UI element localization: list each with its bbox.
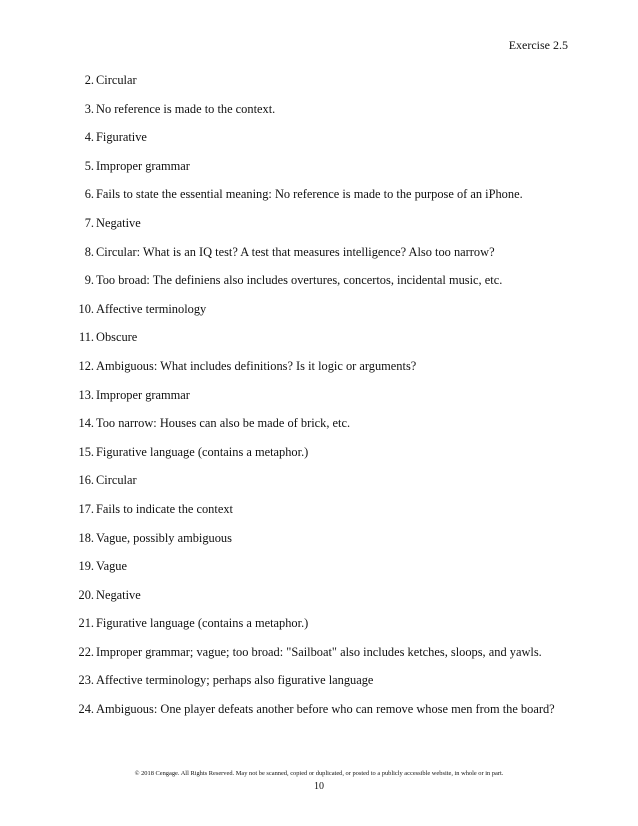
page-header-title: Exercise 2.5 bbox=[508, 38, 568, 52]
answer-number: 12. bbox=[78, 358, 94, 373]
answer-number: 23. bbox=[78, 673, 94, 688]
answer-number: 10. bbox=[78, 301, 94, 316]
answer-item bbox=[76, 673, 576, 702]
answer-number: 22. bbox=[78, 644, 94, 659]
answer-number: 9. bbox=[84, 273, 94, 288]
answer-number: 6. bbox=[84, 187, 94, 202]
answer-number: 2. bbox=[84, 73, 94, 87]
answer-number: 3. bbox=[84, 101, 94, 116]
answer-text: Affective terminology; perhaps also figurative language bbox=[96, 673, 374, 688]
answer-text: Fails to indicate the context bbox=[96, 501, 233, 516]
answer-text: Improper grammar; vague; too broad: "Sailboat" also includes ketches, sloops, and yawls. bbox=[96, 644, 542, 659]
answer-list bbox=[76, 73, 576, 731]
answer-text: Improper grammar bbox=[96, 158, 190, 173]
answer-text: No reference is made to the context. bbox=[96, 101, 276, 116]
answer-item bbox=[76, 102, 576, 131]
answer-item bbox=[76, 273, 576, 302]
answer-item bbox=[76, 645, 576, 674]
answer-number: 15. bbox=[78, 444, 94, 459]
answer-number: 4. bbox=[84, 130, 94, 145]
answer-text: Negative bbox=[96, 587, 141, 602]
answer-text: Figurative language (contains a metaphor.) bbox=[96, 616, 309, 631]
answer-number: 18. bbox=[78, 530, 94, 545]
answer-item bbox=[76, 702, 576, 731]
answer-number: 21. bbox=[78, 616, 94, 631]
answer-text: Vague bbox=[96, 559, 127, 574]
answer-text: Improper grammar bbox=[96, 387, 190, 402]
answer-number: 17. bbox=[78, 501, 94, 516]
answer-number: 7. bbox=[84, 215, 94, 230]
answer-text: Too broad: The definiens also includes overtures, concertos, incidental music, etc. bbox=[96, 273, 503, 288]
answer-item bbox=[76, 445, 576, 474]
answer-text: Negative bbox=[96, 215, 141, 230]
answer-item bbox=[76, 502, 576, 531]
answer-text: Affective terminology bbox=[96, 301, 207, 316]
answer-item bbox=[76, 187, 576, 216]
answer-text: Circular bbox=[96, 473, 137, 488]
answer-item bbox=[76, 159, 576, 188]
answer-number: 16. bbox=[78, 473, 94, 488]
copyright-notice: © 2018 Cengage. All Rights Reserved. May not be scanned, copied or duplicated, or posted to a publicly accessible website, in whole or in part. bbox=[134, 770, 504, 777]
answer-item bbox=[76, 559, 576, 588]
answer-number: 8. bbox=[84, 244, 94, 259]
answer-text: Vague, possibly ambiguous bbox=[96, 530, 232, 545]
answer-item bbox=[76, 130, 576, 159]
answer-text: Ambiguous: What includes definitions? Is it logic or arguments? bbox=[96, 358, 417, 373]
answer-item bbox=[76, 416, 576, 445]
answer-item bbox=[76, 216, 576, 245]
answer-text: Too narrow: Houses can also be made of brick, etc. bbox=[96, 416, 351, 431]
answer-item bbox=[76, 388, 576, 417]
answer-item bbox=[76, 359, 576, 388]
answer-text: Fails to state the essential meaning: No reference is made to the purpose of an iPhone. bbox=[96, 187, 523, 202]
answer-item bbox=[76, 330, 576, 359]
answer-item bbox=[76, 73, 576, 102]
answer-item bbox=[76, 616, 576, 645]
answer-number: 24. bbox=[78, 702, 94, 717]
answer-number: 20. bbox=[78, 587, 94, 602]
answer-item bbox=[76, 531, 576, 560]
answer-text: Circular: What is an IQ test? A test that measures intelligence? Also too narrow? bbox=[96, 244, 495, 259]
answer-text: Ambiguous: One player defeats another before who can remove whose men from the board? bbox=[96, 702, 555, 717]
answer-text: Obscure bbox=[96, 330, 138, 345]
answer-number: 11. bbox=[78, 330, 94, 345]
answer-number: 14. bbox=[78, 416, 94, 431]
answer-text: Figurative language (contains a metaphor.) bbox=[96, 444, 309, 459]
answer-number: 13. bbox=[78, 387, 94, 402]
page-number: 10 bbox=[314, 781, 324, 792]
answer-number: 19. bbox=[78, 559, 94, 574]
answer-item bbox=[76, 473, 576, 502]
answer-item bbox=[76, 588, 576, 617]
answer-text: Figurative bbox=[96, 130, 147, 145]
answer-item bbox=[76, 245, 576, 274]
answer-text: Circular bbox=[96, 73, 137, 87]
answer-item bbox=[76, 302, 576, 331]
answer-number: 5. bbox=[84, 158, 94, 173]
